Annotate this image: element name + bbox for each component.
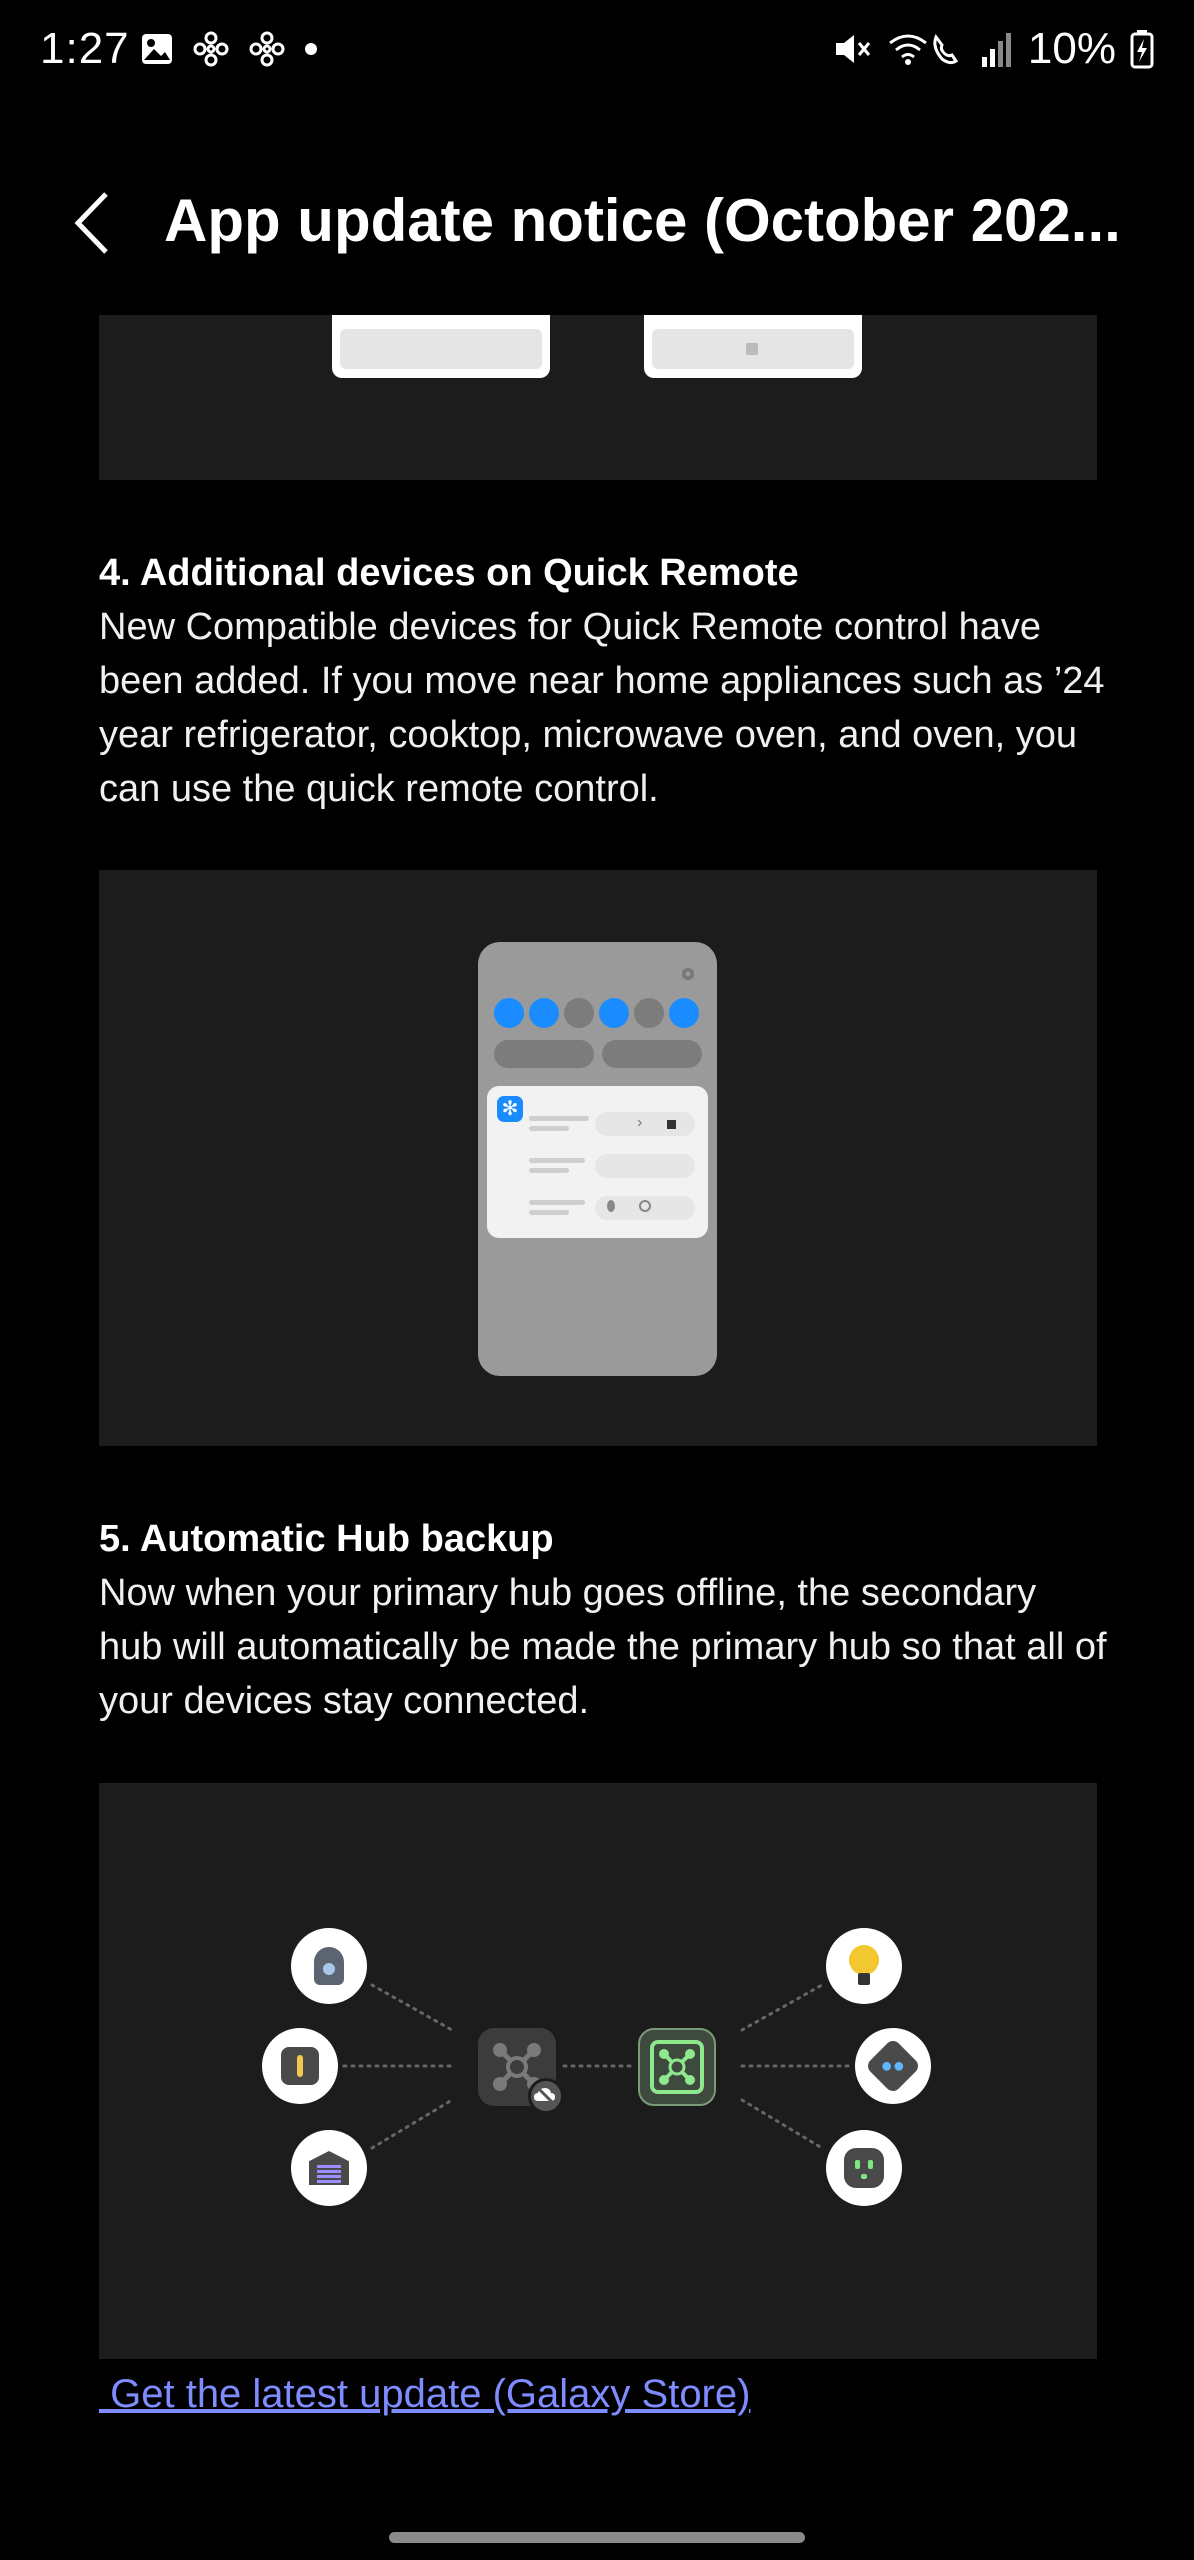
water-sensor-icon: ●● [855,2028,931,2104]
thermostat-icon [262,2028,338,2104]
light-bulb-icon [826,1928,902,2004]
section-title-hub-backup: 5. Automatic Hub backup [99,1518,554,1560]
hub-offline-icon [478,2028,556,2106]
cloud-off-icon [528,2078,564,2114]
status-time: 1:27 [40,24,130,73]
snowflake-icon: ✻ [497,1096,523,1122]
galaxy-store-link[interactable]: Get the latest update (Galaxy Store) [99,2372,751,2416]
battery-percent: 10% [1027,24,1116,73]
section-body-quick-remote: New Compatible devices for Quick Remote control have been added. If you move near home appliances such as ’24 year refrigerator, cooktop, microwave oven, and oven, you can use the quick remote control. [99,606,1105,810]
quick-remote-card: ✻ › [487,1086,708,1238]
smart-plug-icon [826,2130,902,2206]
door-lock-icon [291,1928,367,2004]
section-title-quick-remote: 4. Additional devices on Quick Remote [99,552,799,594]
page-title: App update notice (October 202... [164,187,1121,254]
home-indicator[interactable] [389,2532,805,2543]
garage-door-icon [291,2130,367,2206]
section-body-hub-backup: Now when your primary hub goes offline, the secondary hub will automatically be made the primary hub so that all of your devices stay connected. [99,1572,1107,1722]
hub-primary-icon [638,2028,716,2106]
